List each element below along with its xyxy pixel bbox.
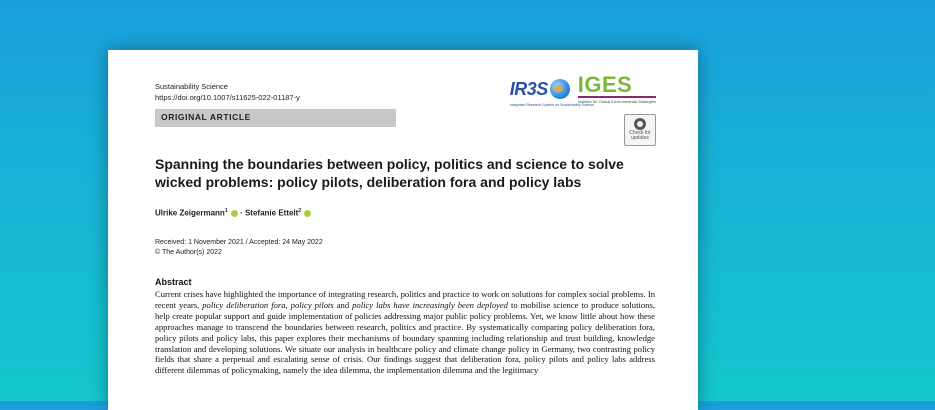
author-separator: · [240,208,243,218]
ir3s-logo-text: IR3S [509,78,548,99]
abstract-text [155,289,655,376]
abstract-heading: Abstract [155,277,192,287]
author-list [155,208,311,218]
article-type-bar [155,109,396,127]
paper-page [108,50,698,410]
author-affiliation: 2 [298,208,302,214]
publication-dates [155,238,323,258]
orcid-icon[interactable] [304,210,311,217]
author-name[interactable]: Stefanie Ettelt [244,208,299,218]
check-updates-icon [634,118,646,130]
ir3s-logo [509,78,595,107]
abstract-italic-segment: policy deliberation fora, policy pilots [202,299,334,310]
iges-logo-subtitle: Institute for Global Environmental Strategies [578,96,656,104]
publisher-logos [510,72,656,106]
iges-logo [578,74,656,104]
received-accepted-dates: Received: 1 November 2021 / Accepted: 24 May 2022 [155,239,323,246]
journal-name: Sustainability Science [155,82,228,91]
abstract-segment: and [333,299,353,310]
abstract-italic-segment: policy labs have increasingly been deployed [352,299,508,310]
check-updates-label: Check for updates [629,130,651,141]
paper-title: Spanning the boundaries between policy, politics and science to solve wicked problems: policy pilots, deliberation fora and policy labs [155,156,624,190]
ir3s-logo-subtitle: Integrated Research System for Sustainability Science [509,102,595,107]
author-name[interactable]: Ulrike Zeigermann [155,208,225,218]
author-affiliation: 1 [224,208,228,214]
abstract-segment: Current crises have highlighted the importance of integrating research, politics and practice to work on solutions for complex social problems. In recent years, [155,289,655,310]
orcid-icon[interactable] [231,210,238,217]
iges-logo-text: IGES [577,72,633,97]
abstract-segment: to mobilise science to produce solutions, help create popular support and guide implementation of policies addressing major public policy problems. Yet, we know little about how these approaches manage to transcend the boundaries between research, politics and practice. By systematically comparing policy deliberation fora, policy pilots and policy labs, this paper explores their mechanisms of boundary spanning including relationship and trust building, knowledge translation and developing solutions. We situate our analysis in healthcare policy and climate change policy in Germany, two contrasting policy fields that share a perpetual and escalating sense of crisis. Our findings suggest that deliberation fora, policy pilots and policy labs address different dilemmas of policymaking, namely the idea dilemma, the implementation dilemma and the legitimacy [155,299,655,376]
article-type-label: ORIGINAL ARTICLE [161,112,251,122]
journal-info [155,81,300,103]
doi-link[interactable]: https://doi.org/10.1007/s11625-022-01187-y [155,93,300,102]
check-for-updates-button[interactable] [624,114,656,146]
globe-icon [550,79,570,99]
copyright-notice: © The Author(s) 2022 [155,249,222,256]
